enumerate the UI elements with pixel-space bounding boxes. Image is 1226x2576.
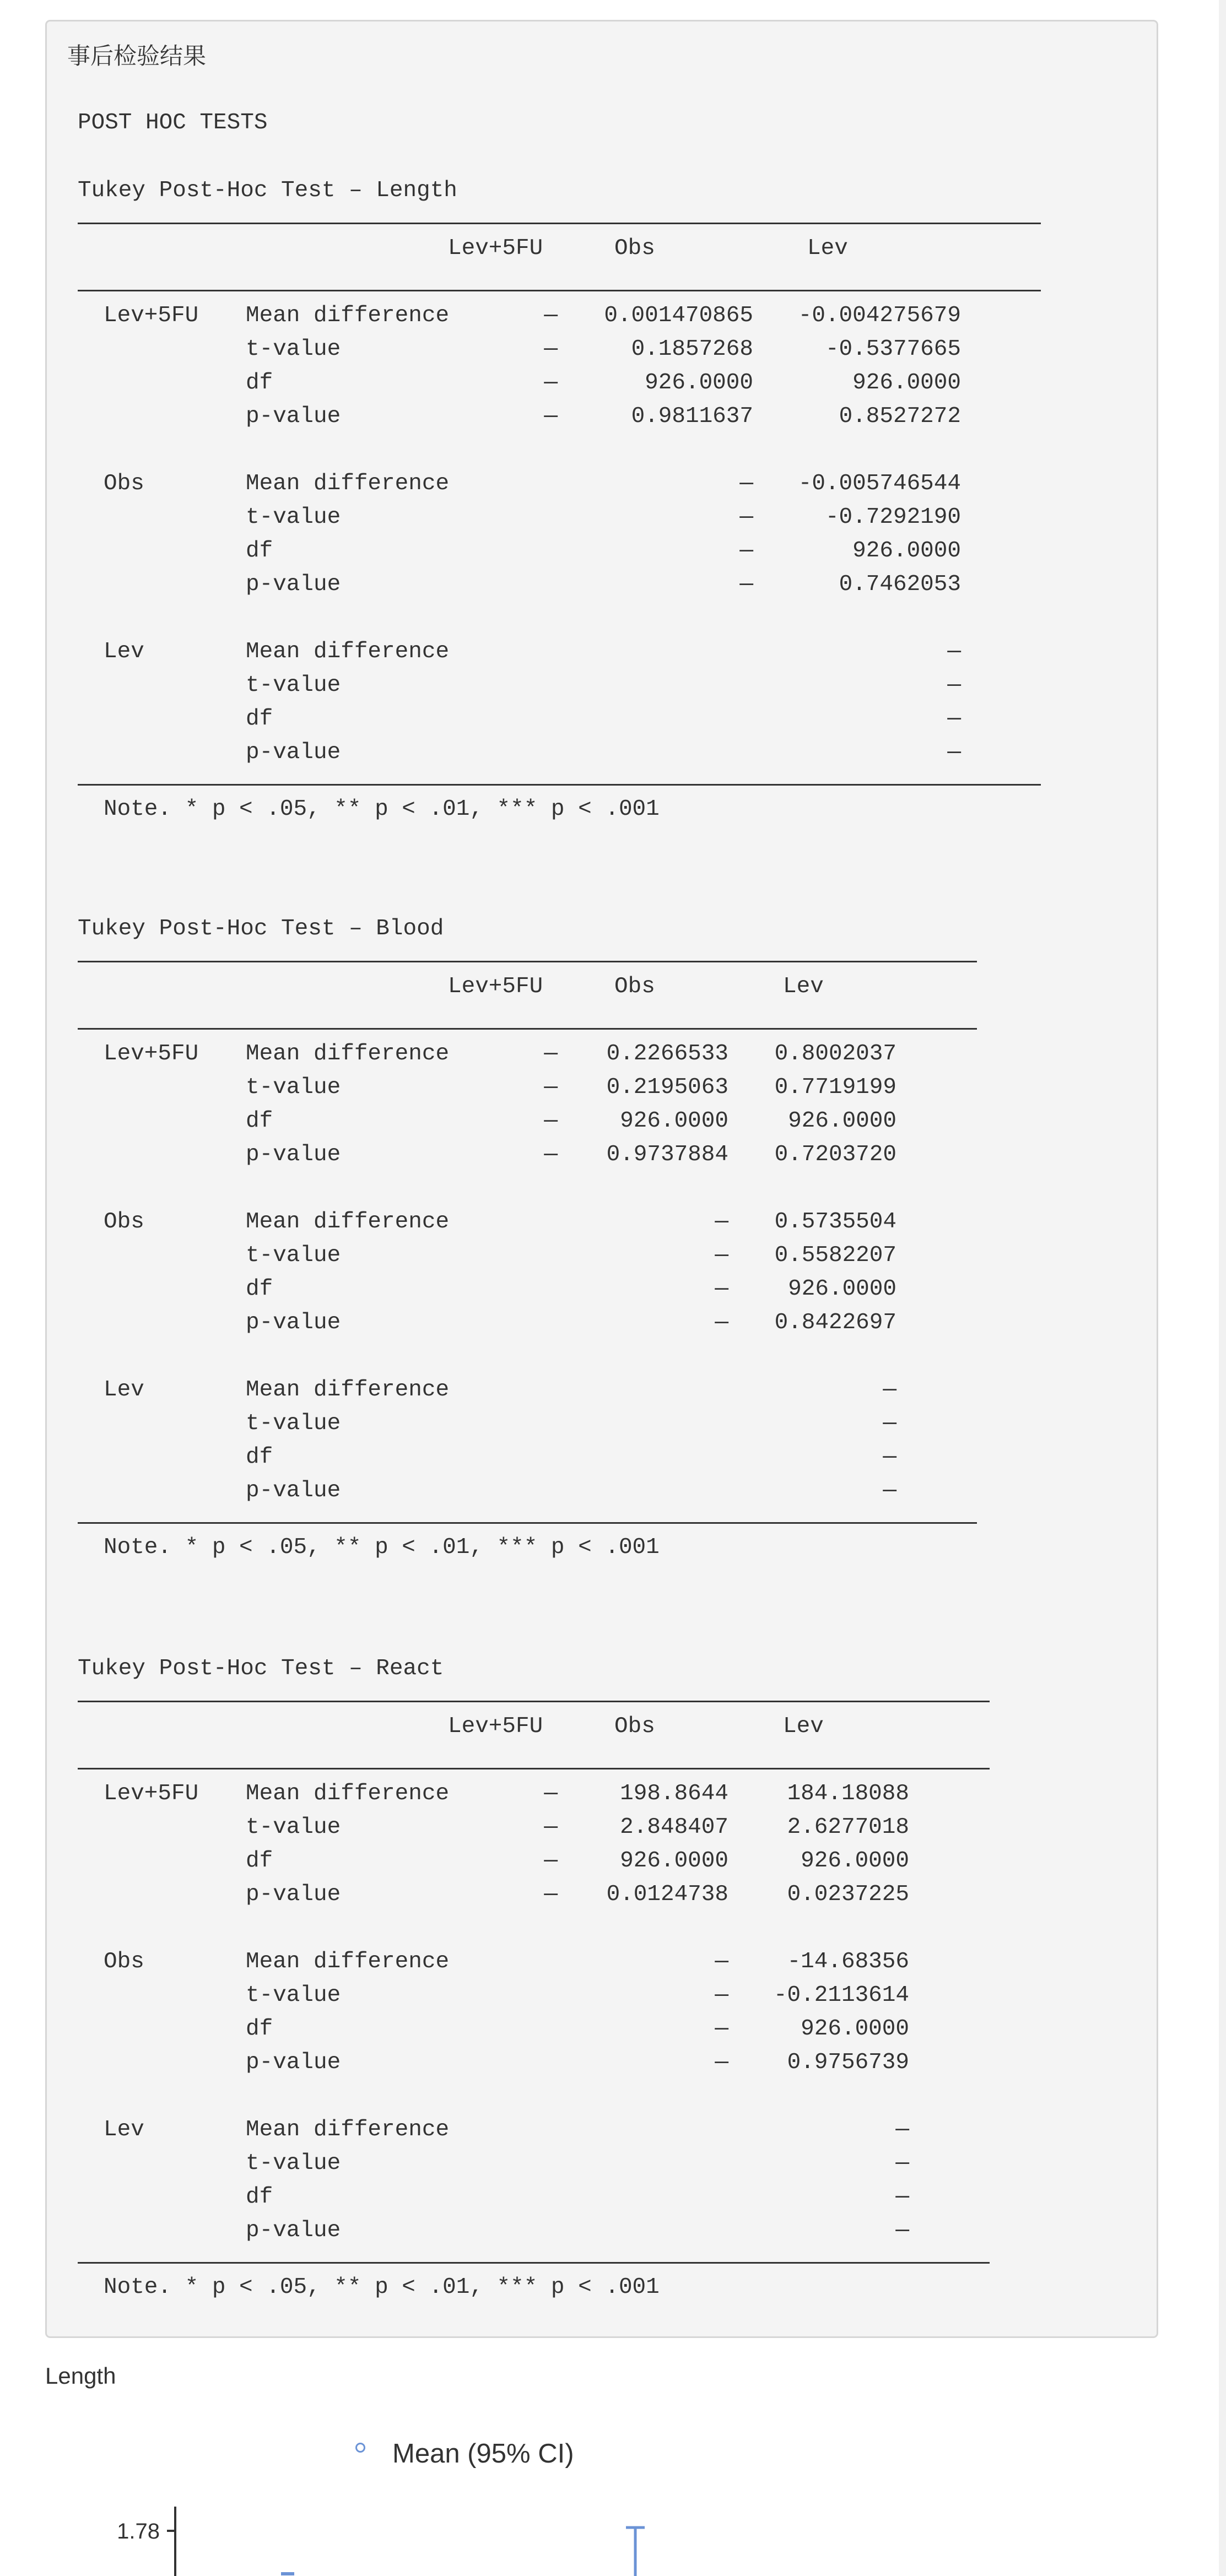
table-bottom-rule (78, 784, 1041, 786)
table-cell: 0.8002037 (774, 1041, 896, 1067)
table-cell: 0.001470865 (604, 303, 753, 328)
group-label: Lev (104, 639, 144, 664)
table-cell: — (544, 1108, 558, 1134)
column-header: Lev (783, 1714, 824, 1739)
table-cell: — (895, 2218, 909, 2243)
table-cell: 0.7203720 (774, 1142, 896, 1167)
table-cell: 0.9737884 (606, 1142, 728, 1167)
table-cell: 926.0000 (620, 1848, 728, 1874)
stat-label: t-value (246, 337, 341, 362)
column-header: Obs (614, 974, 655, 999)
column-header: Lev+5FU (448, 1714, 543, 1739)
table-cell: — (715, 1276, 728, 1302)
table-cell: 184.18088 (787, 1781, 909, 1806)
table-cell: 0.0124738 (606, 1882, 728, 1907)
stat-label: p-value (246, 2050, 341, 2075)
stat-label: t-value (246, 505, 341, 530)
table-cell: 0.8422697 (774, 1310, 896, 1335)
group-label: Obs (104, 471, 144, 496)
stat-label: Mean difference (246, 303, 450, 328)
table-cell: — (739, 505, 753, 530)
table-cell: — (544, 1815, 558, 1840)
table-cell: — (544, 1781, 558, 1806)
stat-label: p-value (246, 1882, 341, 1907)
table-cell: -0.2113614 (773, 1983, 909, 2008)
stat-label: Mean difference (246, 1949, 450, 1974)
table-cell: — (883, 1478, 896, 1503)
stat-label: t-value (246, 1815, 341, 1840)
column-header: Lev+5FU (448, 974, 543, 999)
stat-label: Mean difference (246, 1209, 450, 1235)
table-cell: 926.0000 (645, 370, 753, 396)
table-cell: 926.0000 (852, 370, 961, 396)
group-label: Lev+5FU (104, 1781, 199, 1806)
table-header-rule (78, 1028, 977, 1030)
significance-note: Note. * p < .05, ** p < .01, *** p < .001 (104, 797, 660, 822)
stat-label: df (246, 1108, 273, 1134)
stat-label: df (246, 1276, 273, 1302)
table-cell: 198.8644 (620, 1781, 728, 1806)
table-cell: 2.848407 (620, 1815, 728, 1840)
column-header: Lev (783, 974, 824, 999)
table-cell: 0.2195063 (606, 1075, 728, 1100)
table-cell: — (739, 471, 753, 496)
table-cell: — (544, 404, 558, 429)
table-top-rule (78, 961, 977, 962)
table-cell: — (544, 1075, 558, 1100)
significance-note: Note. * p < .05, ** p < .01, *** p < .001 (104, 2275, 660, 2300)
table-cell: 0.9811637 (631, 404, 753, 429)
table-cell: — (883, 1377, 896, 1403)
stat-label: t-value (246, 1243, 341, 1268)
table-cell: — (715, 1209, 728, 1235)
stat-label: df (246, 1848, 273, 1874)
table-cell: — (947, 706, 961, 732)
table-cell: -14.68356 (787, 1949, 909, 1974)
table-cell: 926.0000 (788, 1108, 896, 1134)
table-cell: 926.0000 (620, 1108, 728, 1134)
stat-label: p-value (246, 2218, 341, 2243)
table-title: Tukey Post-Hoc Test – Blood (78, 916, 444, 941)
column-header: Obs (614, 236, 655, 261)
table-top-rule (78, 1701, 990, 1702)
stat-label: t-value (246, 1983, 341, 2008)
stat-label: p-value (246, 1310, 341, 1335)
table-bottom-rule (78, 2262, 990, 2264)
y-tick-label: 1.78 (117, 2519, 160, 2543)
table-cell: — (544, 1848, 558, 1874)
stat-label: t-value (246, 1411, 341, 1436)
mean-ci-legend-icon (355, 2443, 365, 2453)
table-cell: — (715, 2016, 728, 2042)
group-label: Obs (104, 1209, 144, 1235)
stat-label: df (246, 2016, 273, 2042)
table-cell: — (715, 1243, 728, 1268)
table-cell: 926.0000 (788, 1276, 896, 1302)
table-cell: — (883, 1444, 896, 1470)
table-cell: — (947, 639, 961, 664)
stat-label: df (246, 706, 273, 732)
table-cell: 926.0000 (852, 538, 961, 564)
panel-title: 事后检验结果 (67, 42, 207, 69)
stat-label: p-value (246, 740, 341, 765)
stat-label: Mean difference (246, 1041, 450, 1067)
stat-label: df (246, 2184, 273, 2210)
stat-label: df (246, 370, 273, 396)
table-cell: — (947, 673, 961, 698)
group-label: Lev+5FU (104, 1041, 199, 1067)
results-panel (45, 20, 1158, 2338)
column-header: Lev (807, 236, 848, 261)
plot-section-title: Length (45, 2363, 116, 2389)
table-cell: 926.0000 (801, 2016, 909, 2042)
table-header-rule (78, 290, 1041, 291)
table-bottom-rule (78, 1522, 977, 1524)
table-cell: — (895, 2184, 909, 2210)
table-cell: 2.6277018 (787, 1815, 909, 1840)
table-cell: 0.8527272 (839, 404, 961, 429)
stat-label: df (246, 1444, 273, 1470)
table-cell: 0.5735504 (774, 1209, 896, 1235)
table-cell: -0.005746544 (798, 471, 961, 496)
group-label: Obs (104, 1949, 144, 1974)
table-header-rule (78, 1768, 990, 1769)
mean-ci-legend-label: Mean (95% CI) (392, 2439, 574, 2469)
group-label: Lev (104, 1377, 144, 1403)
table-title: Tukey Post-Hoc Test – Length (78, 178, 457, 203)
page-scrollbar[interactable] (1219, 0, 1226, 2576)
table-cell: — (715, 1983, 728, 2008)
table-cell: — (544, 1041, 558, 1067)
table-cell: -0.5377665 (825, 337, 961, 362)
stat-label: t-value (246, 1075, 341, 1100)
table-cell: — (895, 2151, 909, 2176)
table-cell: 0.7462053 (839, 572, 961, 597)
significance-note: Note. * p < .05, ** p < .01, *** p < .001 (104, 1535, 660, 1560)
stat-label: p-value (246, 1142, 341, 1167)
table-cell: -0.004275679 (798, 303, 961, 328)
table-cell: 0.1857268 (631, 337, 753, 362)
stat-label: p-value (246, 1478, 341, 1503)
stat-label: Mean difference (246, 471, 450, 496)
table-cell: — (544, 1142, 558, 1167)
group-label: Lev (104, 2117, 144, 2142)
stat-label: p-value (246, 572, 341, 597)
table-title: Tukey Post-Hoc Test – React (78, 1656, 444, 1681)
table-cell: 926.0000 (801, 1848, 909, 1874)
table-cell: 0.2266533 (606, 1041, 728, 1067)
table-top-rule (78, 223, 1041, 224)
table-cell: — (739, 572, 753, 597)
table-cell: 0.0237225 (787, 1882, 909, 1907)
stat-label: Mean difference (246, 639, 450, 664)
length-plot (0, 2468, 771, 2576)
stat-label: t-value (246, 2151, 341, 2176)
table-cell: — (895, 2117, 909, 2142)
stat-label: Mean difference (246, 1781, 450, 1806)
stat-label: Mean difference (246, 2117, 450, 2142)
stat-label: Mean difference (246, 1377, 450, 1403)
column-header: Obs (614, 1714, 655, 1739)
post-hoc-header: POST HOC TESTS (78, 110, 268, 136)
table-cell: — (947, 740, 961, 765)
stat-label: df (246, 538, 273, 564)
table-cell: — (544, 370, 558, 396)
table-cell: — (544, 337, 558, 362)
table-cell: — (715, 2050, 728, 2075)
stat-label: p-value (246, 404, 341, 429)
table-cell: 0.7719199 (774, 1075, 896, 1100)
table-cell: — (883, 1411, 896, 1436)
table-cell: 0.9756739 (787, 2050, 909, 2075)
column-header: Lev+5FU (448, 236, 543, 261)
table-cell: -0.7292190 (825, 505, 961, 530)
stat-label: t-value (246, 673, 341, 698)
table-cell: 0.5582207 (774, 1243, 896, 1268)
table-cell: — (715, 1310, 728, 1335)
table-cell: — (715, 1949, 728, 1974)
table-cell: — (739, 538, 753, 564)
table-cell: — (544, 303, 558, 328)
group-label: Lev+5FU (104, 303, 199, 328)
table-cell: — (544, 1882, 558, 1907)
